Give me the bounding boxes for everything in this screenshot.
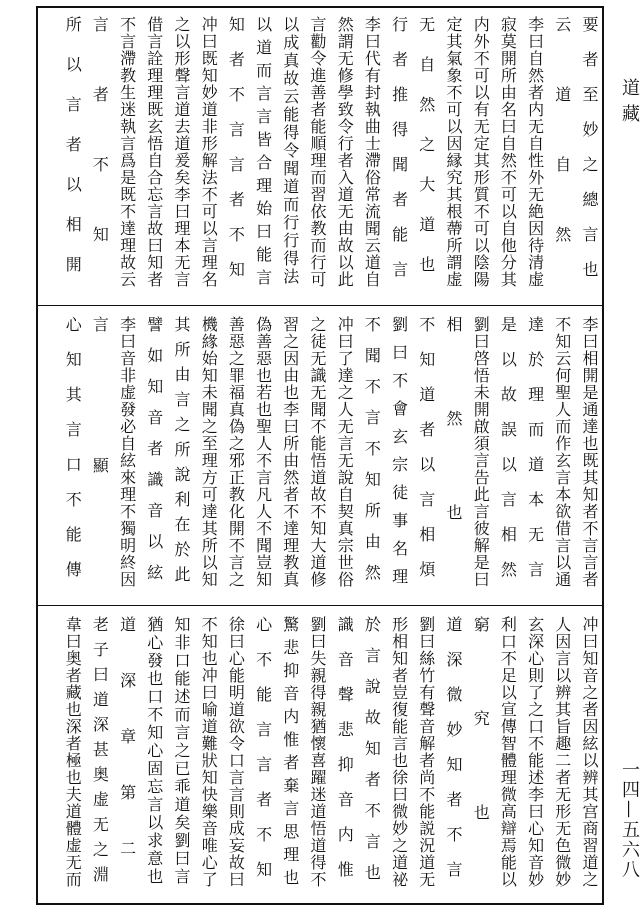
text-column: 言者不知 — [90, 16, 110, 296]
text-column: 道深章第二 — [117, 616, 137, 896]
text-column: 之徒无識无聞不能悟道故不知大道修 — [308, 316, 327, 588]
text-column: 劉曰失親得親猶懷喜躍迷道悟道得不 — [308, 616, 327, 888]
text-column: 形相知者豈復能言也徐曰微妙之道祕 — [389, 616, 409, 888]
text-column: 猶心發也口不知心固忘言以求意也 — [144, 616, 164, 886]
text-column: 要者至妙之總言也 — [580, 16, 599, 296]
text-column: 李曰自然者内无自性外无絶因待清虚 — [525, 16, 545, 288]
text-column: 冲曰了達之人无言无說自契真宗世俗 — [335, 316, 355, 588]
text-column: 行者推得聞者能言 — [389, 16, 409, 296]
text-column: 窮究也 — [471, 616, 491, 898]
text-column: 不言滯教生迷執言爲是既不達理故云 — [117, 16, 137, 288]
text-column: 不知也冲曰喻道難狀知快樂音唯心了 — [199, 616, 219, 888]
text-column: 定其氣象不可以因縁究其根蔕所謂虚 — [444, 16, 463, 288]
text-column: 譬如知音者識音以絃 — [144, 316, 164, 595]
text-column: 寂莫開所由名曰自然不可以自他分其 — [498, 16, 518, 288]
margin-title: 道藏 — [619, 78, 640, 130]
text-column: 冲曰知音之者因絃以辨其宫商習道之 — [580, 616, 599, 888]
text-column: 所以言者以相開 — [63, 16, 83, 296]
text-column: 於言說故知者不言也 — [362, 616, 382, 895]
text-column: 達於理而道本无言 — [525, 316, 545, 596]
text-column: 老子曰道深甚奥虚无之淵 — [90, 616, 110, 891]
text-column: 无自然之大道也 — [416, 16, 436, 296]
text-column: 言勸令進善者能順理而習依教而行可 — [308, 16, 327, 288]
text-column: 劉曰啓悟未開啟須言告此言彼解是曰 — [471, 316, 491, 588]
text-column: 不知云何聖人而作玄言本欲借言以通 — [552, 316, 572, 588]
text-column: 不知道者以言相煩 — [416, 316, 436, 596]
text-column: 冲曰既知妙道非形解法不可以言理名 — [199, 16, 219, 288]
text-column: 善惡之罪福真偽之邪正教化開不言之 — [226, 316, 246, 588]
text-column: 内外不可以有无定其形質不可以陰陽 — [471, 16, 491, 288]
text-column: 人因言以辨其旨趣二者无形无色微妙 — [552, 616, 572, 888]
text-column: 徐曰心能明道欲令口言言則成妄故曰 — [226, 616, 246, 888]
text-column: 道深微妙知者不言 — [444, 616, 463, 896]
text-column: 言顯 — [90, 316, 110, 598]
text-column: 以道而言言皆合理始曰能言 — [253, 16, 273, 292]
text-column: 然謂无修學致令行者入道无由故以此 — [335, 16, 355, 288]
text-column: 其所由言之所說利在於此 — [172, 316, 191, 591]
text-column: 劉曰不會玄宗徒事名理 — [389, 316, 409, 596]
text-column: 驚悲抑音内惟者棄言思理也 — [280, 616, 300, 892]
text-column: 偽善惡也若也聖人不言凡人不聞豈知 — [253, 316, 273, 588]
panel-divider-1 — [38, 305, 602, 306]
text-column: 李曰相開是通達也既其知者不言言者 — [580, 316, 599, 588]
text-column: 不聞不言不知所由然 — [362, 316, 382, 595]
text-column: 李曰音非虚發必自絃來理不獨明終因 — [117, 316, 137, 588]
text-column: 云道自然 — [552, 16, 572, 296]
text-column: 韋曰奥者藏也深者極也夫道體虚无而 — [63, 616, 83, 888]
text-frame — [36, 6, 604, 905]
text-column: 借言詮理理既玄悟自合忘言故曰知者 — [144, 16, 164, 288]
text-column: 習之因由也李曰所由然者不達理教真 — [280, 316, 300, 588]
text-column: 知者不言言者不知 — [226, 16, 246, 296]
text-column: 相然也 — [444, 316, 463, 598]
text-column: 心知其言口不能傳 — [63, 316, 83, 596]
text-column: 利口不足以宣傳智體理微高辯焉能以 — [498, 616, 518, 888]
text-column: 李曰代有封執曲士滯俗常流聞云道自 — [362, 16, 382, 288]
text-column: 以成真故云能得令聞道而行行得法 — [280, 16, 300, 286]
text-column: 機緣始知未聞之至理方可達其所以知 — [199, 316, 219, 588]
text-column: 知非口能述而言之已乖道矣劉曰言 — [172, 616, 191, 886]
text-column: 識音聲悲抑音内惟 — [335, 616, 355, 896]
text-column: 是以故誤以言相然 — [498, 316, 518, 596]
page-number: 一四—五六八 — [619, 760, 640, 880]
text-column: 玄深心則了之口不能述李曰心知音妙 — [525, 616, 545, 888]
text-column: 心不能言言者不知 — [253, 616, 273, 896]
text-column: 之以形聲言道去道爰矣李曰理本无言 — [172, 16, 191, 288]
panel-divider-2 — [38, 605, 602, 606]
text-column: 劉曰絲竹有聲音解者尚不能説況道无 — [416, 616, 436, 888]
